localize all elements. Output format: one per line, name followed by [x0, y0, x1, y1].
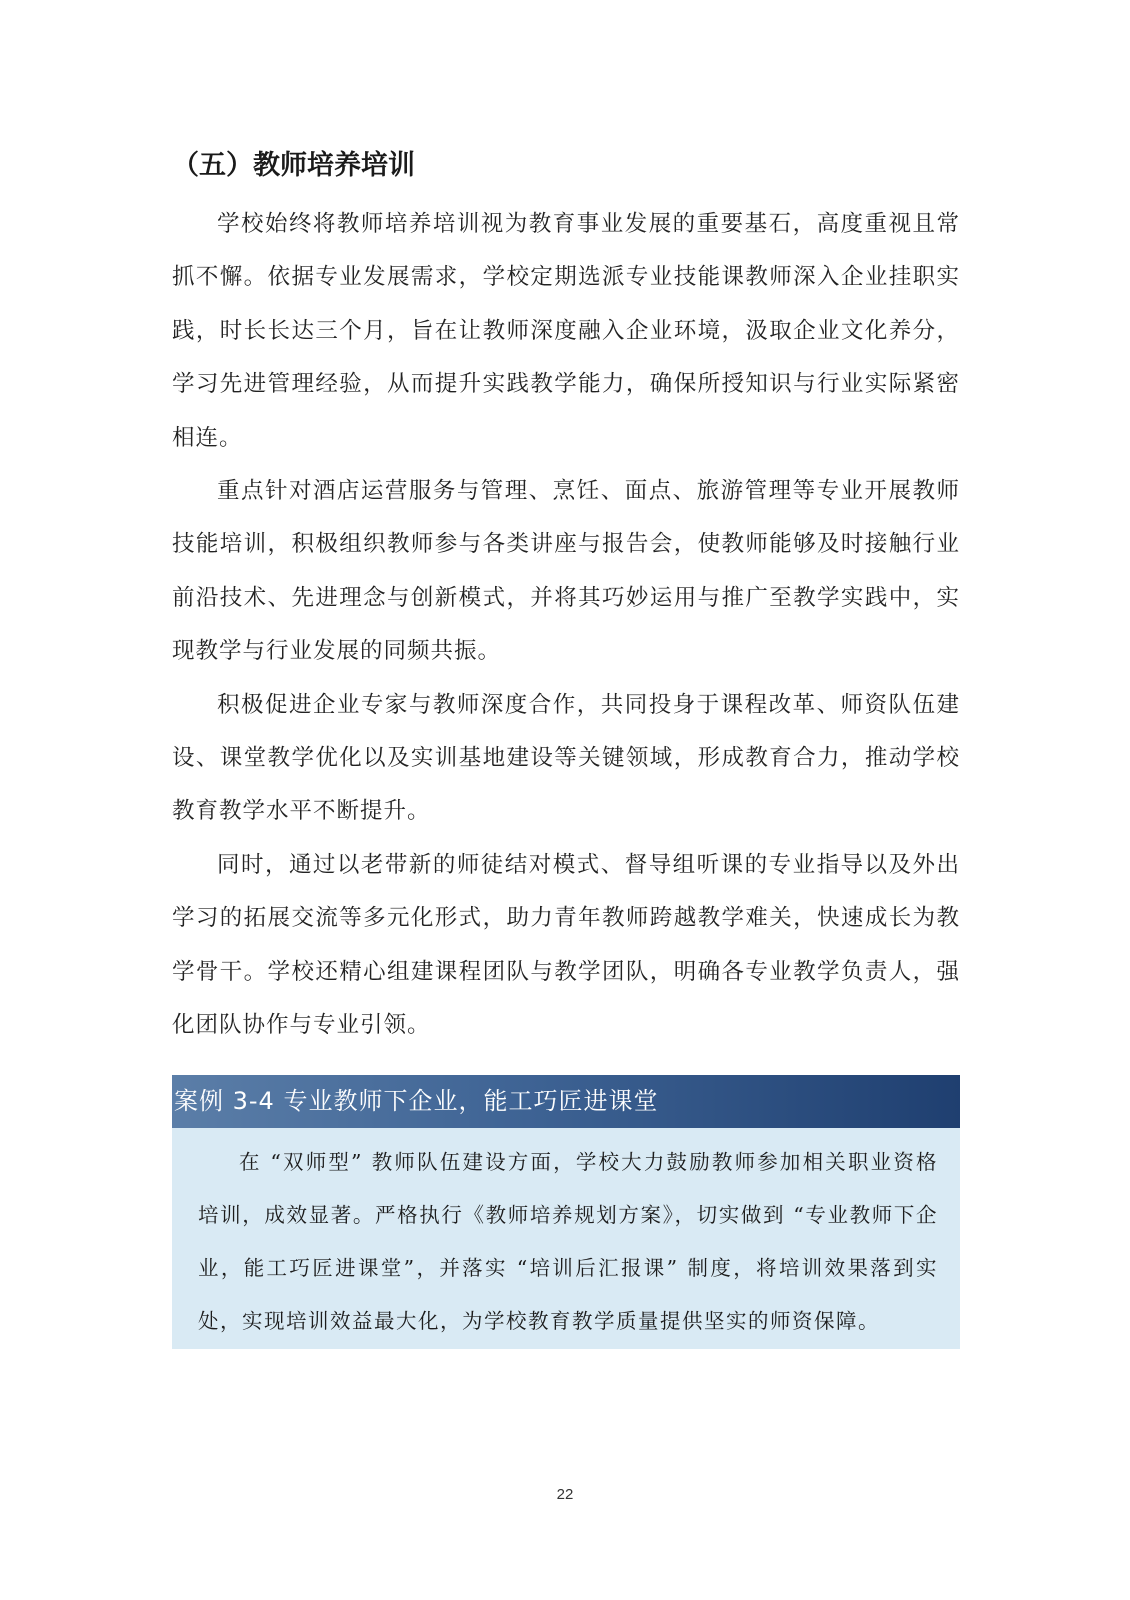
paragraph-3: 积极促进企业专家与教师深度合作，共同投身于课程改革、师资队伍建设、课堂教学优化以及实训基地建设等关键领域，形成教育合力，推动学校教育教学水平不断提升。 — [172, 691, 960, 825]
paragraph-2: 重点针对酒店运营服务与管理、烹饪、面点、旅游管理等专业开展教师技能培训，积极组织教师参与各类讲座与报告会，使教师能够及时接触行业前沿技术、先进理念与创新模式，并将其巧妙运用与推广至教学实践中，实现教学与行业发展的同频共振。 — [172, 478, 960, 665]
paragraph-4: 同时，通过以老带新的师徒结对模式、督导组听课的专业指导以及外出学习的拓展交流等多元化形式，助力青年教师跨越教学难关，快速成长为教学骨干。学校还精心组建课程团队与教学团队，明确各专业教学负责人，强化团队协作与专业引领。 — [172, 851, 960, 1039]
case-text: 在 “双师型” 教师队伍建设方面，学校大力鼓励教师参加相关职业资格培训，成效显著。严格执行《教师培养规划方案》，切实做到 “专业教师下企业，能工巧匠进课堂”，并落实 “培训后汇报课” 制度，将培训效果落到实处，实现培训效益最大化，为学校教育教学质量提供坚实的师资保障。 — [198, 1150, 938, 1333]
page-number: 22 — [556, 1486, 574, 1503]
body-text — [172, 198, 960, 1053]
case-body — [172, 1128, 960, 1348]
paragraph-1: 学校始终将教师培养培训视为教育事业发展的重要基石，高度重视且常抓不懈。依据专业发展需求，学校定期选派专业技能课教师深入企业挂职实践，时长长达三个月，旨在让教师深度融入企业环境，汲取企业文化养分，学习先进管理经验，从而提升实践教学能力，确保所授知识与行业实际紧密相连。 — [172, 211, 960, 451]
section-heading: （五）教师培养培训 — [172, 150, 415, 181]
case-box — [172, 1075, 960, 1349]
case-title: 案例 3-4 专业教师下企业，能工巧匠进课堂 — [172, 1075, 960, 1128]
